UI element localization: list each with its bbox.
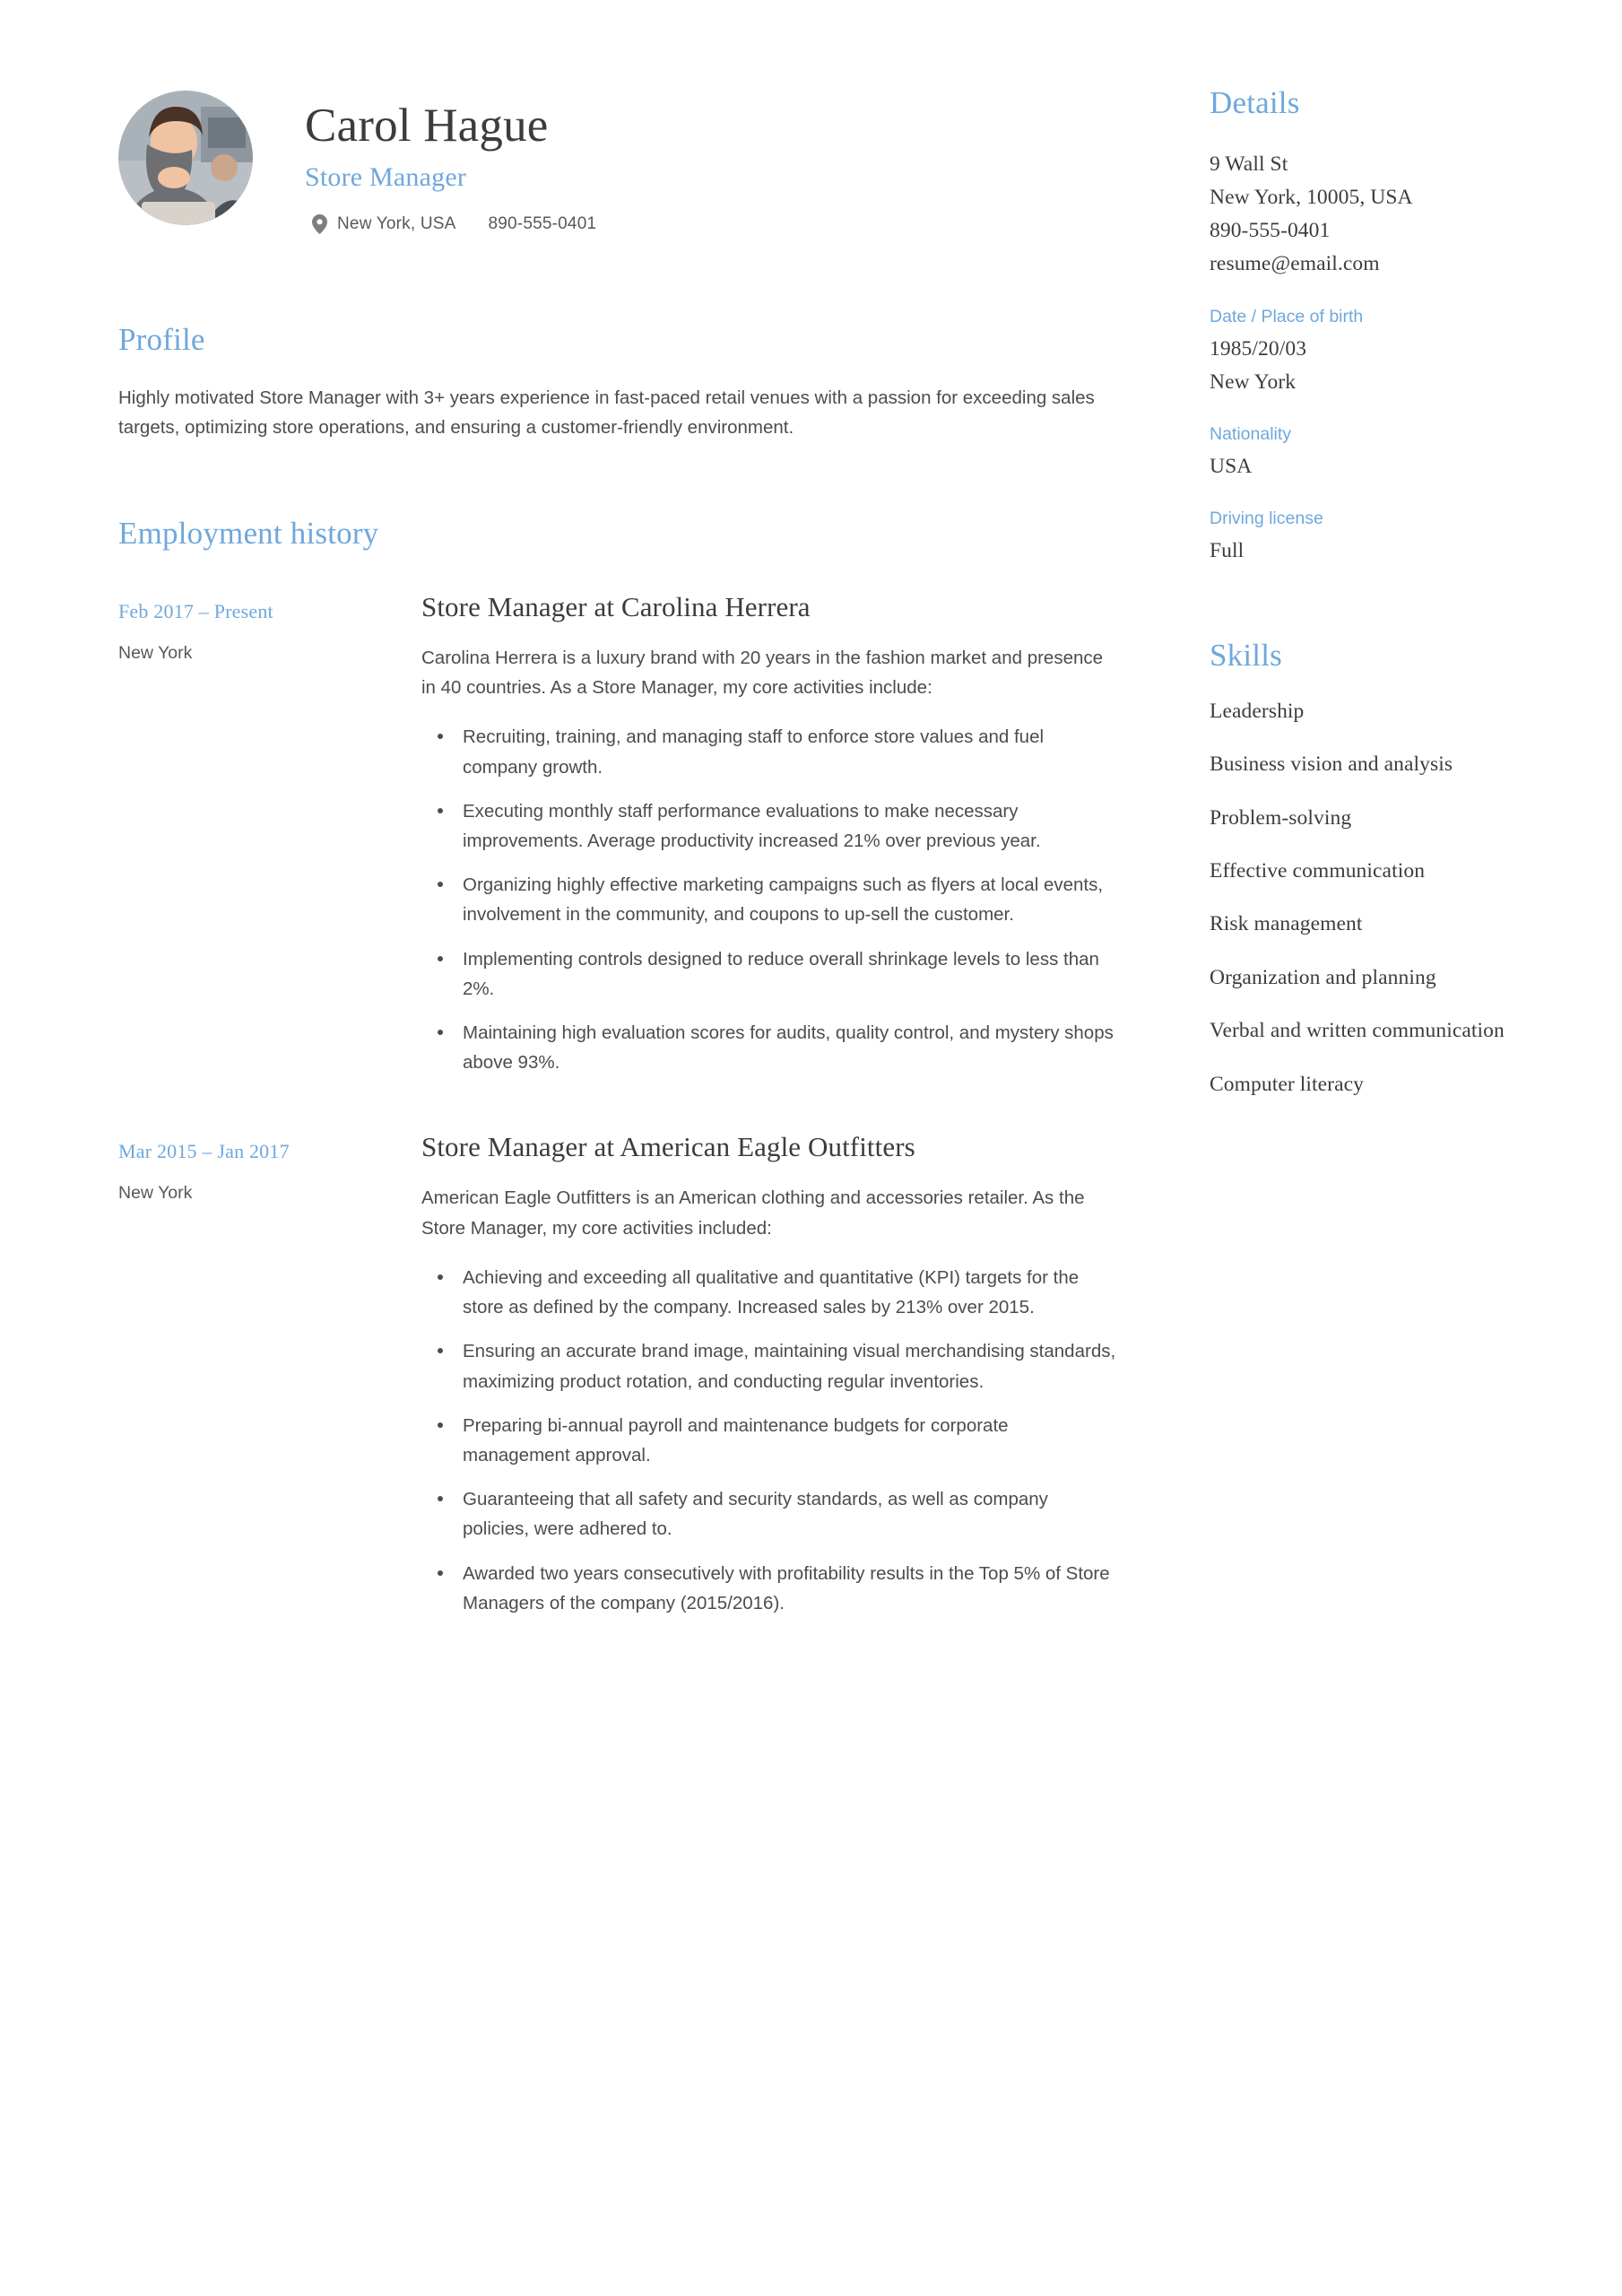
profile-section [118,322,1118,442]
employment-section [118,516,1118,1632]
main-column [118,85,1118,1632]
candidate-job-title: Store Manager [305,161,467,192]
header-contact-line [312,214,596,234]
detail-nationality: USA [1210,454,1253,478]
avatar [118,91,253,225]
list-item: Ensuring an accurate brand image, maintaining visual merchandising standards, maximizing product rotation, and conducting regular inventories. [450,1336,1118,1396]
detail-dob-place: New York [1210,370,1297,394]
list-item: Organizing highly effective marketing campaigns such as flyers at local events, involvement in the community, and coupons to up-sell the customer. [450,870,1118,929]
resume-header [118,85,1118,234]
employment-role: Store Manager at Carolina Herrera [421,591,811,623]
employment-entry [118,591,1118,1091]
skill-item: Effective communication [1210,859,1426,883]
employment-bullets [421,1263,1118,1618]
employment-role: Store Manager at American Eagle Outfitters [421,1131,915,1163]
employment-dates: Mar 2015 – Jan 2017 [118,1140,290,1163]
skill-item: Business vision and analysis [1210,752,1453,777]
map-pin-icon [312,214,327,234]
list-item: Achieving and exceeding all qualitative and quantitative (KPI) targets for the store as defined by the company. Increased sales by 213% over 2015. [450,1263,1118,1322]
detail-email: resume@email.com [1210,252,1380,276]
employment-bullets [421,722,1118,1077]
employment-description: American Eagle Outfitters is an American clothing and accessories retailer. As the Store Manager, my core activities included: [421,1187,1085,1239]
employment-entry-body [421,1131,1118,1631]
skill-item: Computer literacy [1210,1072,1365,1096]
profile-section-title: Profile [118,321,205,357]
details-section-title: Details [1210,85,1300,120]
list-item: Recruiting, training, and managing staff to enforce store values and fuel company growth. [450,722,1118,781]
avatar-photo-icon [118,91,253,225]
detail-license: Full [1210,538,1245,562]
employment-entry-meta [118,1131,421,1631]
skill-item: Verbal and written communication [1210,1019,1505,1043]
employment-location: New York [118,643,193,664]
list-item: Awarded two years consecutively with profitability results in the Top 5% of Store Managers of the company (2015/2016). [450,1559,1118,1618]
list-item: Guaranteeing that all safety and security standards, as well as company policies, were adhered to. [450,1484,1118,1544]
header-location: New York, USA [337,213,456,233]
candidate-name: Carol Hague [305,100,549,152]
detail-dob-date: 1985/20/03 [1210,336,1307,361]
profile-text: Highly motivated Store Manager with 3+ years experience in fast-paced retail venues with a passion for exceeding sales targets, optimizing store operations, and ensuring a customer-friendly environment. [118,387,1095,438]
skill-item: Organization and planning [1210,965,1436,989]
page-columns [118,85,1516,1632]
sidebar-column [1210,85,1505,1123]
employment-entry-meta [118,591,421,1091]
detail-address-line2: New York, 10005, USA [1210,186,1413,210]
skill-item: Leadership [1210,700,1305,723]
list-item: Maintaining high evaluation scores for audits, quality control, and mystery shops above 93%. [450,1018,1118,1077]
employment-location: New York [118,1183,193,1204]
employment-entry-body [421,591,1118,1091]
employment-dates: Feb 2017 – Present [118,600,273,623]
detail-license-label: Driving license [1210,508,1323,528]
detail-phone: 890-555-0401 [1210,219,1331,243]
employment-description: Carolina Herrera is a luxury brand with 20 years in the fashion market and presence in 40 countries. As a Store Manager, my core activities include: [421,648,1104,699]
employment-entry [118,1131,1118,1631]
detail-address-line1: 9 Wall St [1210,152,1288,176]
skill-item: Risk management [1210,912,1363,936]
list-item: Executing monthly staff performance evaluations to make necessary improvements. Average productivity increased 21% over previous year. [450,796,1118,856]
list-item: Preparing bi-annual payroll and maintenance budgets for corporate management approval. [450,1411,1118,1470]
detail-nationality-label: Nationality [1210,423,1292,444]
list-item: Implementing controls designed to reduce overall shrinkage levels to less than 2%. [450,944,1118,1004]
detail-dob-label: Date / Place of birth [1210,306,1364,326]
employment-section-title: Employment history [118,516,379,552]
header-text [305,85,596,234]
header-phone: 890-555-0401 [488,213,597,233]
skills-section-title: Skills [1210,638,1282,673]
skill-item: Problem-solving [1210,805,1352,830]
